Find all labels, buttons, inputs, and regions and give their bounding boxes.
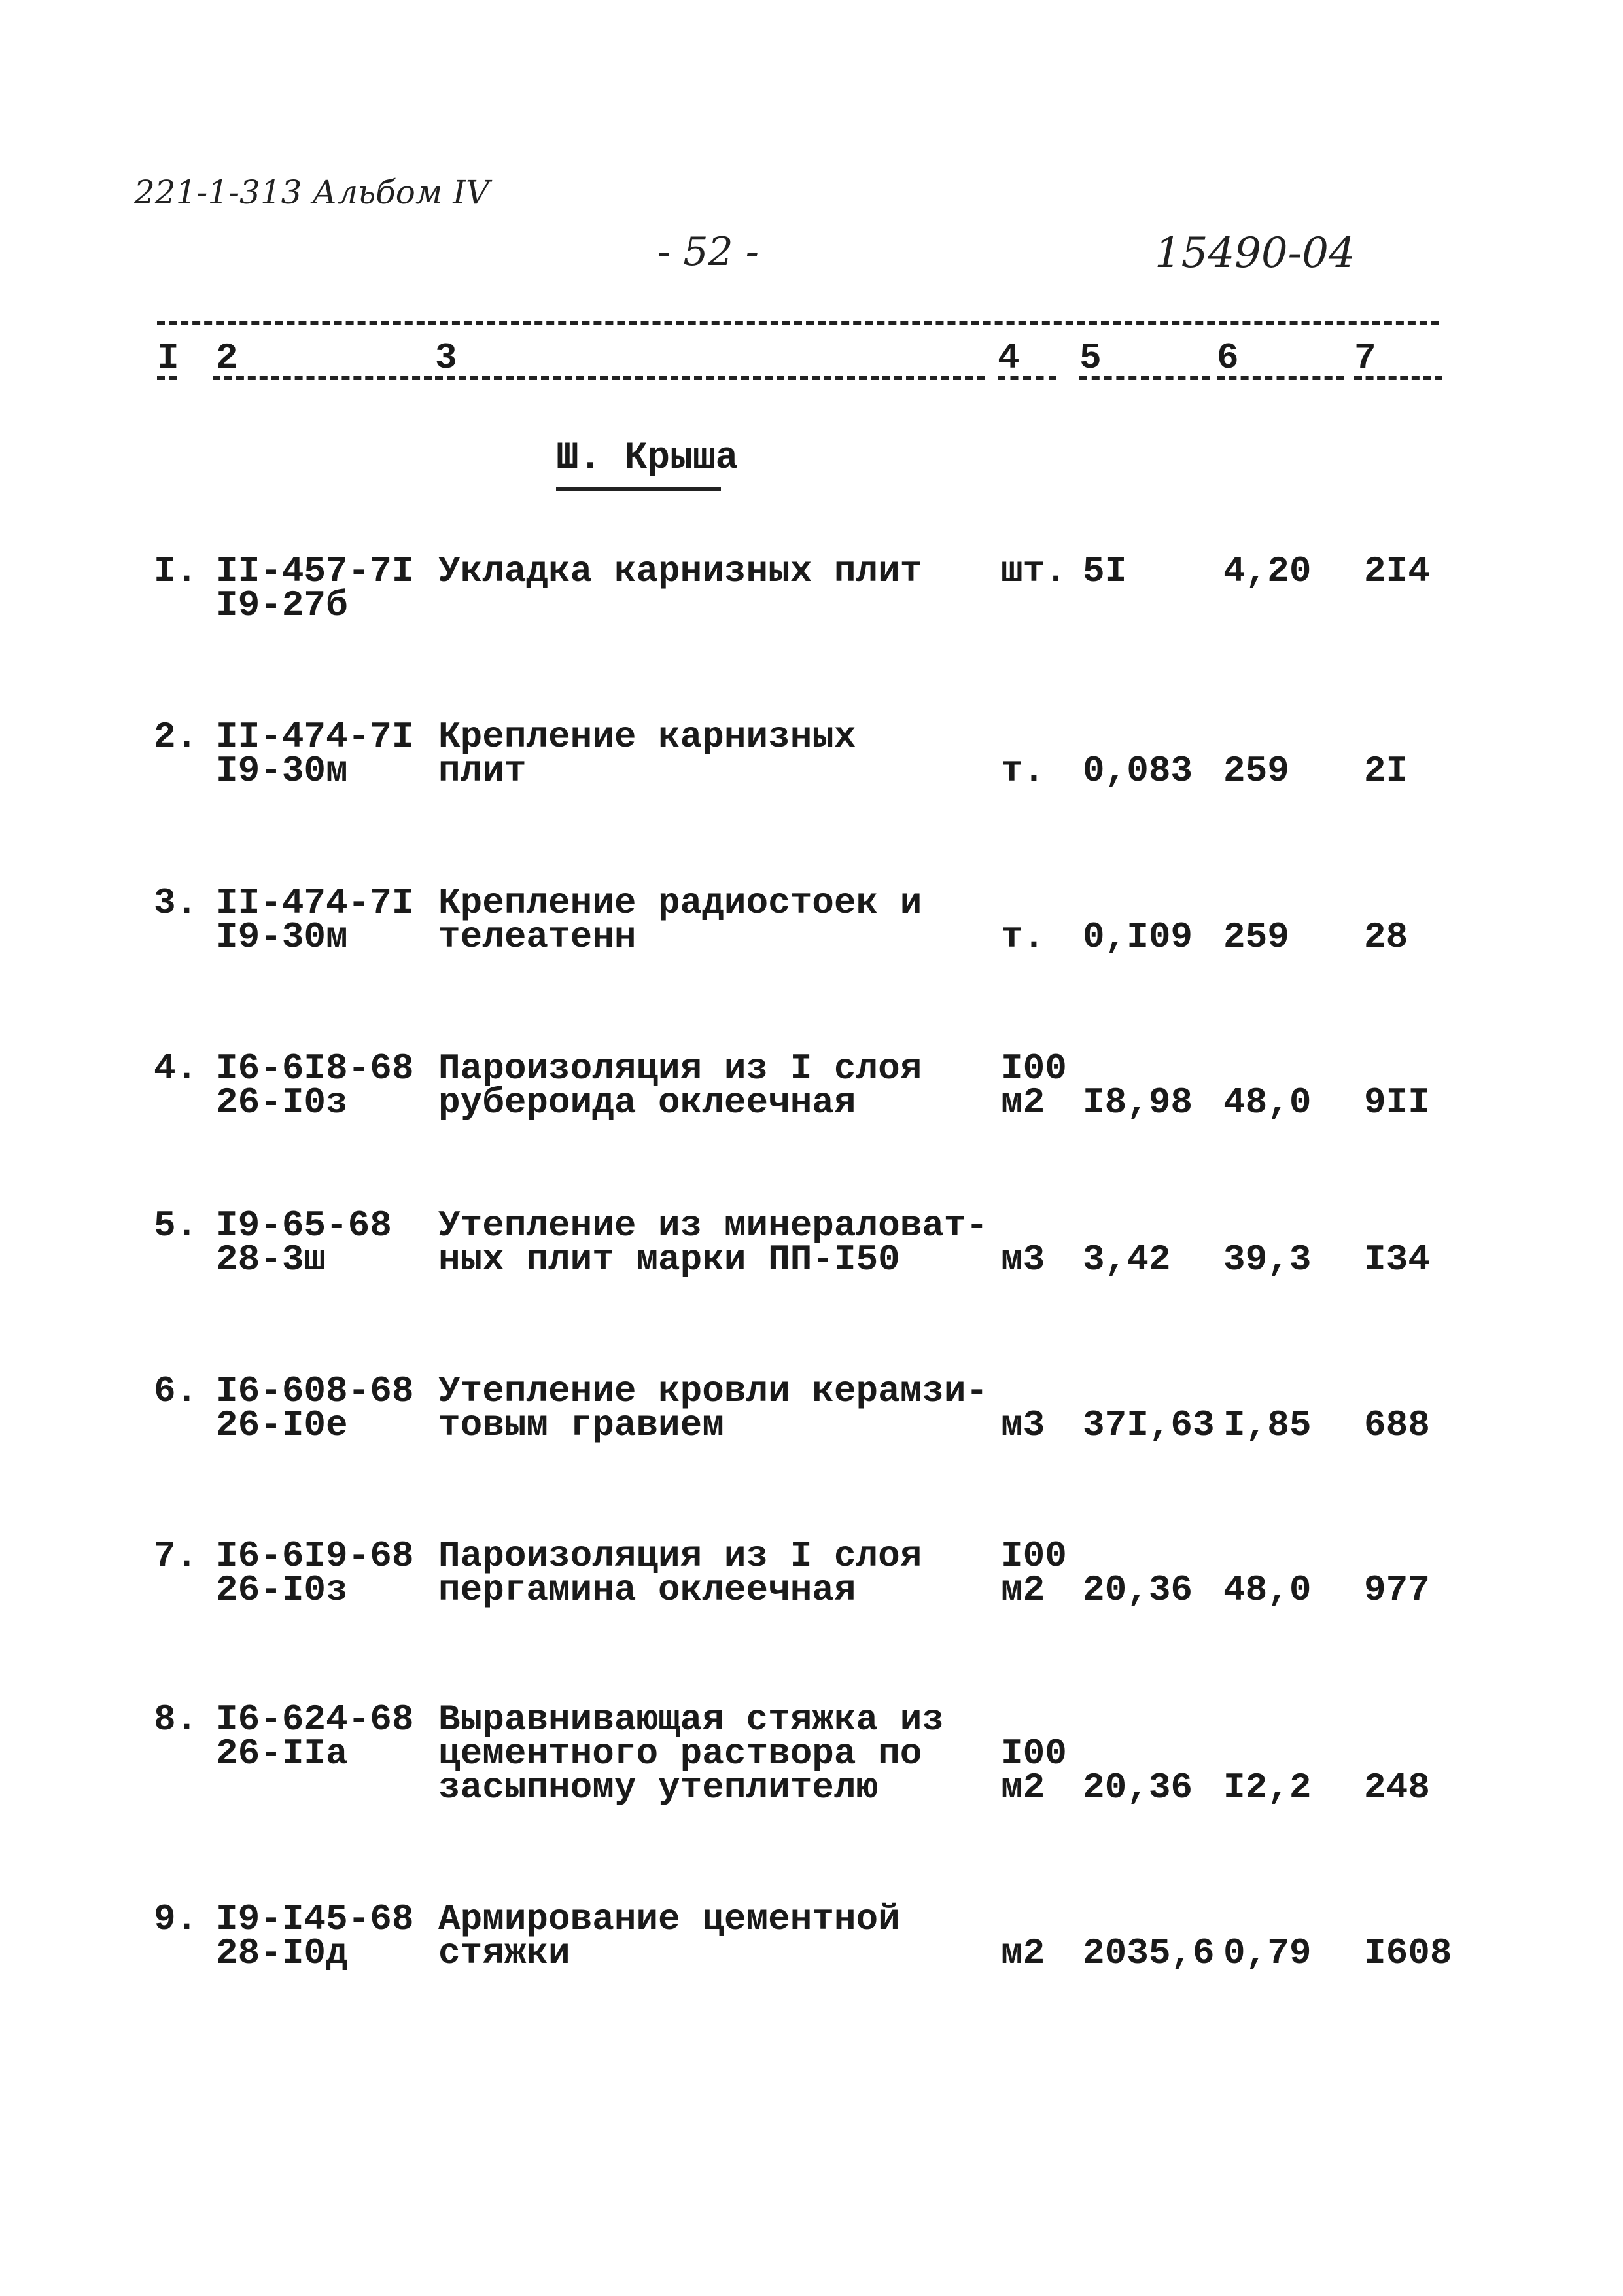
row-code-secondary: I9-30м [216, 916, 348, 958]
row-number: 3. [154, 882, 198, 924]
row-unit-price: I2,2 [1223, 1767, 1312, 1809]
row-code-secondary: 28-I0д [216, 1932, 348, 1974]
row-code-primary: II-474-7I [216, 716, 414, 758]
row-code-primary: I9-I45-68 [216, 1898, 414, 1940]
row-description-line-1: Укладка карнизных плит [438, 550, 922, 592]
row-description-line-2: ных плит марки ПП-I50 [438, 1239, 900, 1280]
row-quantity: 2035,6 [1083, 1932, 1215, 1974]
column-number-rule [1079, 376, 1210, 380]
column-number-rule [1217, 376, 1344, 380]
row-number: 7. [154, 1535, 198, 1577]
column-number-rule [998, 376, 1056, 380]
column-number: 3 [435, 337, 457, 379]
row-code-primary: I6-608-68 [216, 1370, 414, 1412]
row-description-line-1: Армирование цементной [438, 1898, 900, 1940]
document-code: 15490-04 [1155, 229, 1355, 277]
row-description-line-1: Пароизоляция из I слоя [438, 1535, 922, 1577]
row-total-cost: 2I [1364, 750, 1408, 792]
row-unit: м3 [1001, 1404, 1045, 1446]
row-description-line-3: засыпному утеплителю [438, 1767, 879, 1809]
row-total-cost: I608 [1364, 1932, 1452, 1974]
row-total-cost: 688 [1364, 1404, 1430, 1446]
row-description-line-2: цементного раствора по [438, 1733, 922, 1775]
row-unit-price: 259 [1223, 916, 1289, 958]
row-number: 4. [154, 1048, 198, 1089]
row-code-secondary: 26-I0з [216, 1569, 348, 1611]
row-number: 5. [154, 1205, 198, 1246]
row-unit-price: 259 [1223, 750, 1289, 792]
row-unit-prefix: I00 [1001, 1535, 1067, 1577]
row-quantity: 5I [1083, 550, 1127, 592]
row-unit: м2 [1001, 1767, 1045, 1809]
column-number-rule [157, 376, 177, 380]
row-code-secondary: 26-IIа [216, 1733, 348, 1775]
row-code-secondary: 28-3ш [216, 1239, 326, 1280]
row-unit: м2 [1001, 1082, 1045, 1123]
row-description-line-1: Крепление карнизных [438, 716, 856, 758]
row-code-secondary: 26-I0е [216, 1404, 348, 1446]
row-unit: шт. [1001, 550, 1067, 592]
row-unit-prefix: I00 [1001, 1733, 1067, 1775]
row-code-primary: II-474-7I [216, 882, 414, 924]
row-quantity: 37I,63 [1083, 1404, 1215, 1446]
row-total-cost: 248 [1364, 1767, 1430, 1809]
row-number: I. [154, 550, 198, 592]
row-description-line-2: телеатенн [438, 916, 637, 958]
row-unit-price: I,85 [1223, 1404, 1312, 1446]
row-total-cost: I34 [1364, 1239, 1430, 1280]
row-unit-price: 4,20 [1223, 550, 1312, 592]
row-total-cost: 977 [1364, 1569, 1430, 1611]
row-code-primary: I6-6I9-68 [216, 1535, 414, 1577]
row-quantity: 20,36 [1083, 1569, 1193, 1611]
row-code-primary: I6-6I8-68 [216, 1048, 414, 1089]
column-number-rule [213, 376, 432, 380]
column-number: 2 [216, 337, 238, 379]
row-unit-price: 39,3 [1223, 1239, 1312, 1280]
row-description-line-2: пергамина оклеечная [438, 1569, 856, 1611]
row-quantity: 0,I09 [1083, 916, 1193, 958]
album-reference: 221-1-313 Альбом IV [134, 173, 490, 211]
header-divider [157, 321, 1439, 325]
row-description-line-1: Крепление радиостоек и [438, 882, 922, 924]
row-number: 8. [154, 1699, 198, 1740]
section-title-underline [556, 487, 721, 491]
row-number: 9. [154, 1898, 198, 1940]
row-unit-price: 48,0 [1223, 1082, 1312, 1123]
column-number-rule [435, 376, 985, 380]
column-number: 4 [998, 337, 1020, 379]
row-number: 2. [154, 716, 198, 758]
row-code-primary: I9-65-68 [216, 1205, 392, 1246]
row-code-primary: II-457-7I [216, 550, 414, 592]
column-number-rule [1354, 376, 1442, 380]
row-unit: м2 [1001, 1932, 1045, 1974]
row-description-line-1: Выравнивающая стяжка из [438, 1699, 944, 1740]
row-unit: м2 [1001, 1569, 1045, 1611]
row-total-cost: 28 [1364, 916, 1408, 958]
row-code-secondary: I9-30м [216, 750, 348, 792]
row-description-line-1: Утепление из минераловат- [438, 1205, 988, 1246]
page-number: - 52 - [657, 229, 759, 275]
row-description-line-1: Утепление кровли керамзи- [438, 1370, 988, 1412]
row-total-cost: 9II [1364, 1082, 1430, 1123]
column-number: I [157, 337, 179, 379]
row-unit: т. [1001, 750, 1045, 792]
row-description-line-2: плит [438, 750, 527, 792]
row-number: 6. [154, 1370, 198, 1412]
row-total-cost: 2I4 [1364, 550, 1430, 592]
row-quantity: 20,36 [1083, 1767, 1193, 1809]
row-unit-price: 0,79 [1223, 1932, 1312, 1974]
row-unit-prefix: I00 [1001, 1048, 1067, 1089]
column-number: 7 [1354, 337, 1376, 379]
row-code-primary: I6-624-68 [216, 1699, 414, 1740]
row-code-secondary: I9-27б [216, 584, 348, 626]
row-description-line-2: рубероида оклеечная [438, 1082, 856, 1123]
row-quantity: 0,083 [1083, 750, 1193, 792]
row-quantity: I8,98 [1083, 1082, 1193, 1123]
column-number: 5 [1079, 337, 1102, 379]
section-title: Ш. Крыша [556, 437, 739, 480]
row-unit: м3 [1001, 1239, 1045, 1280]
row-code-secondary: 26-I0з [216, 1082, 348, 1123]
row-description-line-2: стяжки [438, 1932, 570, 1974]
row-quantity: 3,42 [1083, 1239, 1171, 1280]
row-unit: т. [1001, 916, 1045, 958]
column-number: 6 [1217, 337, 1239, 379]
row-description-line-1: Пароизоляция из I слоя [438, 1048, 922, 1089]
row-description-line-2: товым гравием [438, 1404, 724, 1446]
row-unit-price: 48,0 [1223, 1569, 1312, 1611]
